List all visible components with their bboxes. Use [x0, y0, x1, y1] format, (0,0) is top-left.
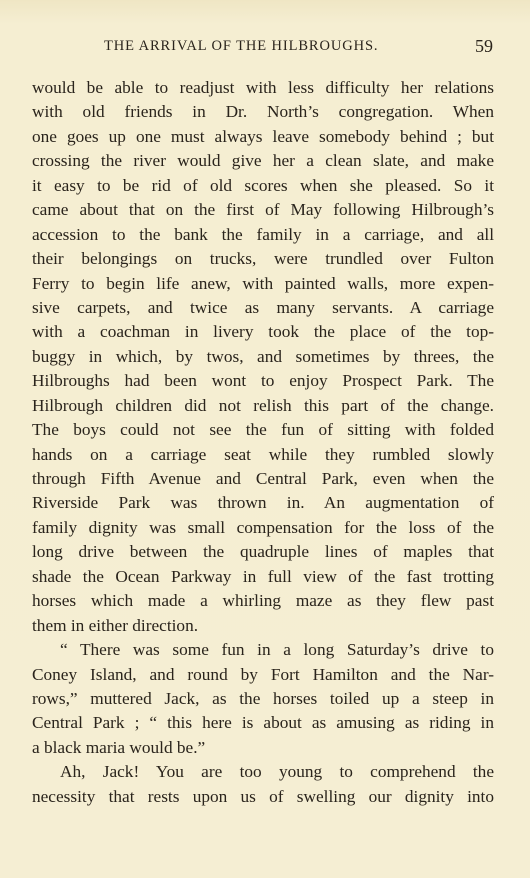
text-line: buggy in which, by twos, and sometimes by threes, the — [32, 346, 494, 366]
text-line: long drive between the quadruple lines of maples that — [32, 542, 494, 562]
text-line: through Fifth Avenue and Central Park, even when the — [32, 469, 494, 488]
text-line: it easy to be rid of old scores when she pleased. So it — [32, 175, 494, 195]
text-line: with old friends in Dr. North’s congregation. When — [32, 102, 494, 122]
text-line: “ There was some fun in a long Saturday’s drive to — [60, 640, 494, 660]
text-line: would be able to readjust with less difficulty her relations — [32, 78, 494, 97]
text-line: Hilbroughs had been wont to enjoy Prospect Park. The — [32, 371, 494, 391]
text-line: hands on a carriage seat while they rumbled slowly — [32, 444, 494, 464]
text-line: one goes up one must always leave somebody behind ; but — [32, 126, 494, 146]
text-line: Hilbrough children did not relish this part of the change. — [32, 395, 494, 415]
text-line: with a coachman in livery took the place of the top- — [32, 322, 494, 342]
text-line: Coney Island, and round by Fort Hamilton and the Nar- — [32, 664, 494, 684]
text-line: horses which made a whirling maze as they flew past — [32, 591, 494, 611]
text-line: shade the Ocean Parkway in full view of the fast trotting — [32, 566, 494, 586]
page-header — [0, 34, 530, 58]
text-line: rows,” muttered Jack, as the horses toiled up a steep in — [32, 688, 494, 708]
text-line: Ah, Jack! You are too young to comprehend the — [60, 762, 494, 782]
text-line: necessity that rests upon us of swelling our dignity into — [32, 786, 494, 806]
text-line: The boys could not see the fun of sitting with folded — [32, 420, 494, 440]
text-line: came about that on the first of May following Hilbrough’s — [32, 200, 494, 220]
text-line: Central Park ; “ this here is about as amusing as riding in — [32, 713, 494, 733]
text-line: crossing the river would give her a clean slate, and make — [32, 151, 494, 171]
running-head: THE ARRIVAL OF THE HILBROUGHS. — [104, 38, 379, 54]
body-text — [32, 76, 494, 809]
text-line: family dignity was small compensation for the loss of the — [32, 517, 494, 537]
text-line: their belongings on trucks, were trundled over Fulton — [32, 249, 494, 269]
page-number: 59 — [475, 36, 493, 56]
text-line: Ferry to begin life anew, with painted walls, more expen- — [32, 273, 494, 293]
text-line: a black maria would be.” — [32, 737, 206, 757]
text-line: sive carpets, and twice as many servants. A carriage — [32, 297, 494, 317]
text-line: accession to the bank the family in a carriage, and all — [32, 224, 494, 244]
text-line: Riverside Park was thrown in. An augmentation of — [32, 493, 494, 513]
text-line: them in either direction. — [32, 615, 199, 635]
